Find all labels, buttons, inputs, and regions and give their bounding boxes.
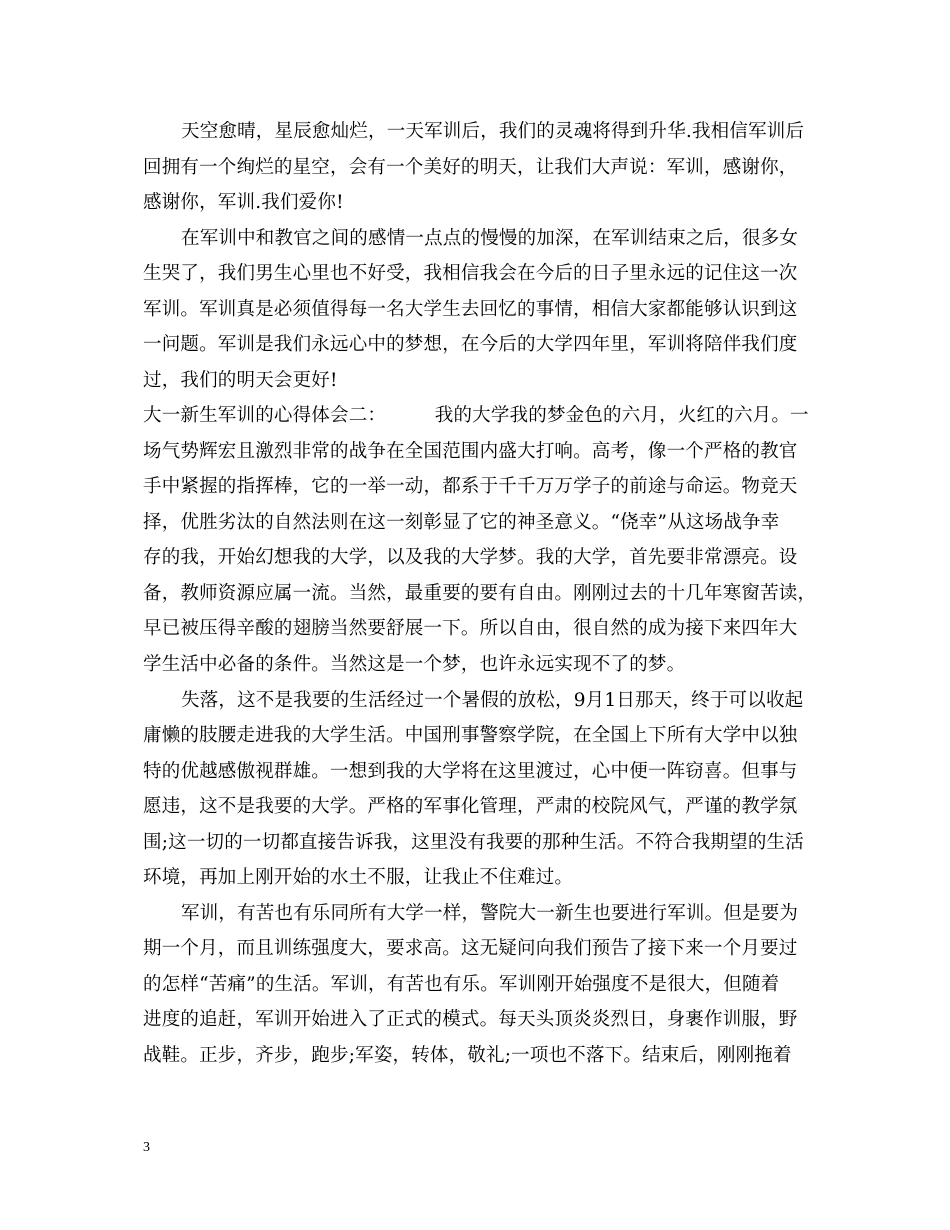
paragraph-line: 失落，这不是我要的生活经过一个暑假的放松，9月1日那天，终于可以收起 [181, 690, 804, 711]
paragraph-line: 天空愈晴，星辰愈灿烂，一天军训后，我们的灵魂将得到升华.我相信军训后 [181, 121, 805, 142]
paragraph-line: 生哭了，我们男生心里也不好受，我相信我会在今后的日子里永远的记住这一次 [143, 263, 798, 284]
paragraph-line: 军训。军训真是必须值得每一名大学生去回忆的事情，相信大家都能够认识到这 [143, 299, 798, 320]
section-heading-line: 大一新生军训的心得体会二： 我的大学我的梦金色的六月，火红的六月。一 [143, 405, 809, 426]
paragraph-line: 的怎样“苦痛”的生活。军训，有苦也有乐。军训刚开始强度不是很大，但随着 [143, 974, 780, 995]
paragraph-line: 环境，再加上刚开始的水土不服，让我止不住难过。 [143, 867, 574, 888]
paragraph-line: 备，教师资源应属一流。当然，最重要的要有自由。刚刚过去的十几年寒窗苦读， [143, 583, 817, 604]
paragraph-line: 战鞋。正步，齐步，跑步;军姿，转体，敬礼;一项也不落下。结束后，刚刚拖着 [143, 1045, 792, 1066]
paragraph-line: 手中紧握的指挥棒，它的一举一动，都系于千千万万学子的前途与命运。物竞天 [143, 476, 798, 497]
paragraph-line: 庸懒的肢腰走进我的大学生活。中国刑事警察学院，在全国上下所有大学中以独 [143, 725, 798, 746]
paragraph-line: 期一个月，而且训练强度大，要求高。这无疑问向我们预告了接下来一个月要过 [143, 938, 798, 959]
paragraph-line: 愿违，这不是我要的大学。严格的军事化管理，严肃的校院风气，严谨的教学氛 [143, 796, 798, 817]
paragraph-line: 感谢你，军训.我们爱你! [143, 192, 344, 213]
paragraph-line: 早已被压得辛酸的翅膀当然要舒展一下。所以自由，很自然的成为接下来四年大 [143, 618, 798, 639]
paragraph-line: 过，我们的明天会更好! [143, 370, 338, 391]
paragraph-line: 场气势辉宏且激烈非常的战争在全国范围内盛大打响。高考，像一个严格的教官 [143, 441, 798, 462]
paragraph-line: 存的我，开始幻想我的大学，以及我的大学梦。我的大学，首先要非常漂亮。设 [143, 547, 798, 568]
paragraph-line: 一问题。军训是我们永远心中的梦想，在今后的大学四年里，军训将陪伴我们度 [143, 334, 798, 355]
page-number: 3 [143, 1140, 150, 1155]
paragraph-line: 特的优越感傲视群雄。一想到我的大学将在这里渡过，心中便一阵窃喜。但事与 [143, 761, 798, 782]
paragraph-line: 择，优胜劣汰的自然法则在这一刻彰显了它的神圣意义。“侥幸”从这场战争幸 [143, 512, 780, 533]
paragraph-line: 军训，有苦也有乐同所有大学一样，警院大一新生也要进行军训。但是要为 [181, 903, 799, 924]
paragraph-line: 围;这一切的一切都直接告诉我，这里没有我要的那种生活。不符合我期望的生活 [143, 832, 804, 853]
paragraph-line: 进度的追赶，军训开始进入了正式的模式。每天头顶炎炎烈日，身裹作训服，野 [143, 1009, 798, 1030]
paragraph-line: 学生活中必备的条件。当然这是一个梦，也许永远实现不了的梦。 [143, 654, 686, 675]
paragraph-line: 回拥有一个绚烂的星空，会有一个美好的明天，让我们大声说：军训，感谢你， [143, 157, 798, 178]
paragraph-line: 在军训中和教官之间的感情一点点的慢慢的加深，在军训结束之后，很多女 [181, 228, 799, 249]
